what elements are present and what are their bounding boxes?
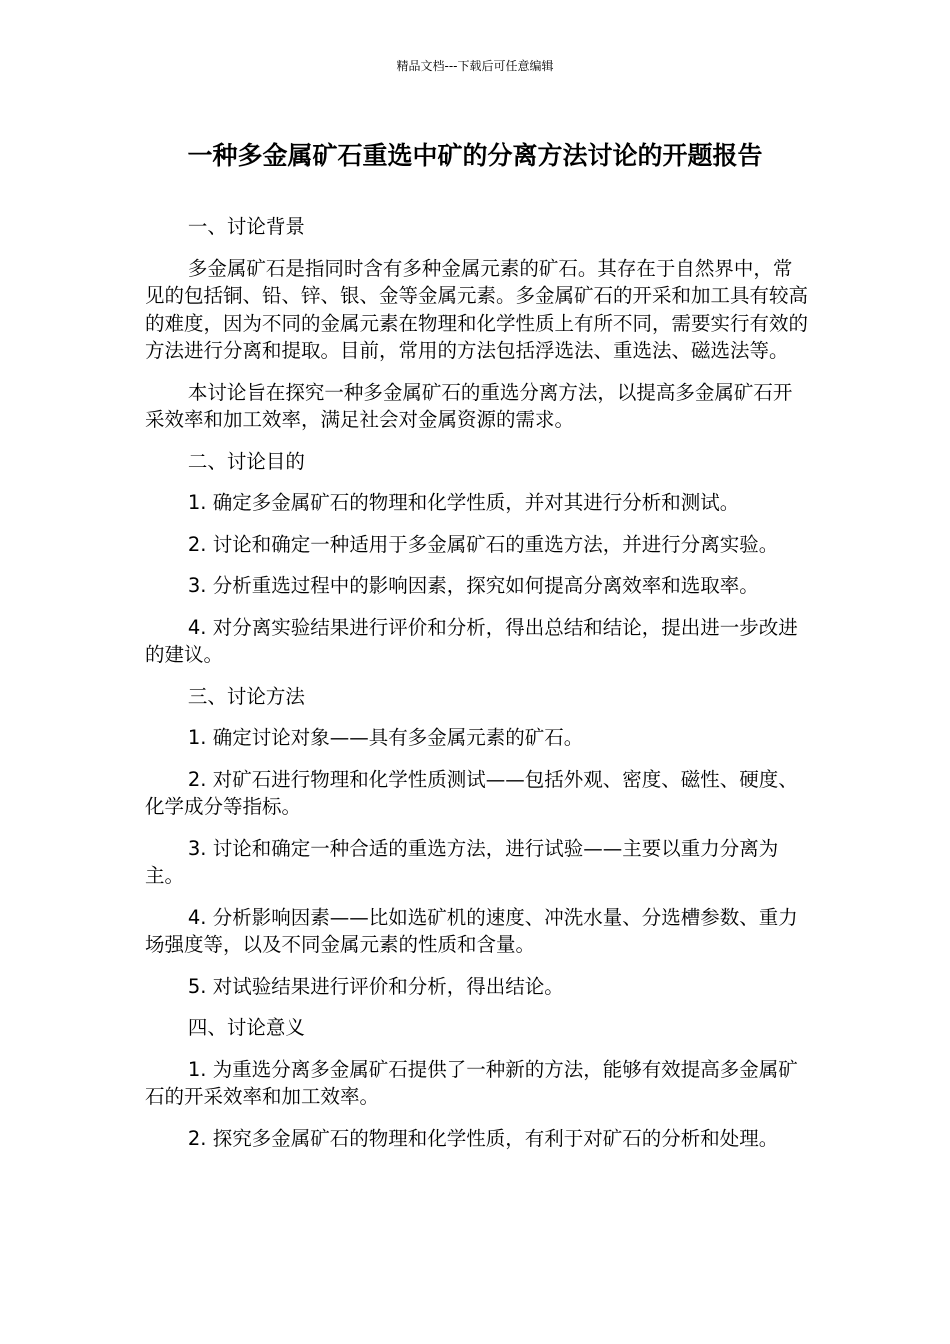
purpose-item: 4. 对分离实验结果进行评价和分析，得出总结和结论，提出进一步改进的建议。 [145,615,798,666]
method-item: 1. 确定讨论对象——具有多金属元素的矿石。 [187,726,584,749]
method-item: 3. 讨论和确定一种合适的重选方法，进行试验——主要以重力分离为主。 [145,836,779,887]
section-heading-purpose: 二、讨论目的 [187,449,305,473]
document-title: 一种多金属矿石重选中矿的分离方法讨论的开题报告 [187,141,763,170]
significance-item: 1. 为重选分离多金属矿石提供了一种新的方法，能够有效提高多金属矿石的开采效率和加工效率。 [145,1057,798,1108]
section-heading-background: 一、讨论背景 [187,215,305,238]
section-heading-significance: 四、讨论意义 [187,1016,305,1039]
background-paragraph: 本讨论旨在探究一种多金属矿石的重选分离方法，以提高多金属矿石开采效率和加工效率，满足社会对金属资源的需求。 [145,380,793,431]
document-body [145,213,811,1166]
page-header: 精品文档---下载后可任意编辑 [396,59,554,73]
purpose-item: 1. 确定多金属矿石的物理和化学性质，并对其进行分析和测试。 [187,491,740,514]
background-paragraph: 多金属矿石是指同时含有多种金属元素的矿石。其存在于自然界中，常见的包括铜、铅、锌、银、金等金属元素。多金属矿石的开采和加工具有较高的难度，因为不同的金属元素在物理和化学性质上有所不同，需要实行有效的方法进行分离和提取。目前，常用的方法包括浮选法、重选法、磁选法等。 [145,256,809,362]
section-heading-method: 三、讨论方法 [187,684,305,708]
significance-item: 2. 探究多金属矿石的物理和化学性质，有利于对矿石的分析和处理。 [187,1126,779,1150]
method-item: 4. 分析影响因素——比如选矿机的速度、冲洗水量、分选槽参数、重力场强度等，以及不同金属元素的性质和含量。 [145,905,798,956]
purpose-item: 3. 分析重选过程中的影响因素，探究如何提高分离效率和选取率。 [187,574,759,597]
method-item: 5. 对试验结果进行评价和分析，得出结论。 [187,974,564,998]
method-item: 2. 对矿石进行物理和化学性质测试——包括外观、密度、磁性、硬度、化学成分等指标。 [145,767,798,818]
purpose-item: 2. 讨论和确定一种适用于多金属矿石的重选方法，并进行分离实验。 [187,532,779,556]
